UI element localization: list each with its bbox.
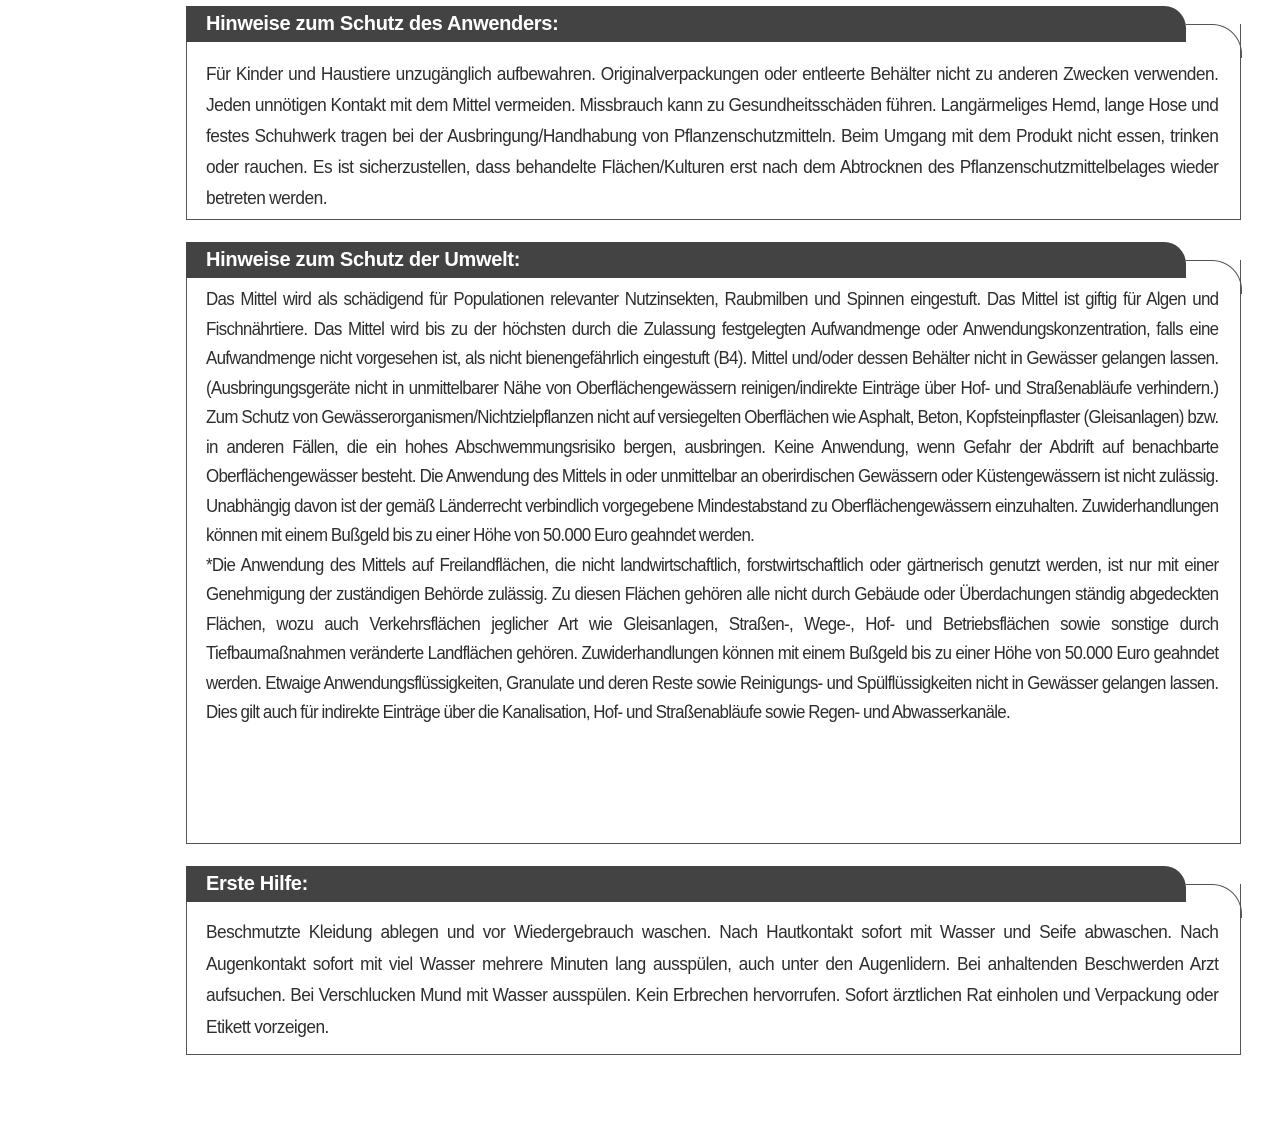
section-user-protection [186,6,1241,220]
paragraph: Das Mittel wird als schädigend für Populationen relevanter Nutzinsekten, Raubmilben und Spinnen eingestuft. Das Mittel ist giftig für Algen und Fischnährtiere. Das Mittel wird bis zu der höchsten durch die Zulassung festgelegten Aufwandmenge oder Anwendungskonzentration, falls eine Aufwandmenge nicht vorgesehen ist, als nicht bienengefährlich eingestuft (B4). Mittel und/oder dessen Behälter nicht in Gewässer gelangen lassen. (Ausbringungsgeräte nicht in unmittelbarer Nähe von Oberflächengewässern reinigen/indirekte Einträge über Hof- und Straßenabläufe verhindern.) Zum Schutz von Gewässerorganismen/Nichtzielpflanzen nicht auf versiegelten Oberflächen wie Asphalt, Beton, Kopfsteinpflaster (Gleisanlagen) bzw. in anderen Fällen, die ein hohes Abschwemmungsrisiko bergen, ausbringen. Keine Anwendung, wenn Gefahr der Abdrift auf benachbarte Oberflächengewässer besteht. Die Anwendung des Mittels in oder unmittelbar an oberirdischen Gewässern oder Küstengewässern ist nicht zulässig. Unabhängig davon ist der gemäß Länderrecht verbindlich vorgegebene Mindestabstand zu Oberflächengewässern einzuhalten. Zuwiderhandlungen können mit einem Bußgeld bis zu einer Höhe von 50.000 Euro geahndet werden. [206,289,1219,545]
paragraph: Für Kinder und Haustiere unzugänglich aufbewahren. Originalverpackungen oder entleerte Behälter nicht zu anderen Zwecken verwenden. Jeden unnötigen Kontakt mit dem Mittel vermeiden. Missbrauch kann zu Gesundheitsschäden führen. Langärmeliges Hemd, lange Hose und festes Schuhwerk tragen bei der Ausbringung/Handhabung von Pflanzenschutzmitteln. Beim Umgang mit dem Produkt nicht essen, trinken oder rauchen. Es ist sicherzustellen, dass behandelte Flächen/Kulturen erst nach dem Abtrocknen des Pflanzenschutzmittelbelages wieder betreten werden. [206,63,1219,208]
section-title: Erste Hilfe: [186,866,1186,902]
paragraph: *Die Anwendung des Mittels auf Freilandflächen, die nicht landwirtschaftlich, forstwirtschaftlich oder gärtnerisch genutzt werden, ist nur mit einer Genehmigung der zuständigen Behörde zulässig. Zu diesen Flächen gehören alle nicht durch Gebäude oder Überdachungen ständig abgedeckten Flächen, wozu auch Verkehrsflächen jeglicher Art wie Gleisanlagen, Straßen-, Wege-, Hof- und Betriebsflächen sowie sonstige durch Tiefbaumaßnahmen veränderte Landflächen gehören. Zuwiderhandlungen können mit einem Bußgeld bis zu einer Höhe von 50.000 Euro geahndet werden. Etwaige Anwendungsflüssigkeiten, Granulate und deren Reste sowie Reinigungs- und Spülflüssigkeiten nicht in Gewässer gelangen lassen. Dies gilt auch für indirekte Einträge über die Kanalisation, Hof- und Straßenabläufe sowie Regen- und Abwasserkanäle. [206,554,1219,722]
section-first-aid [186,866,1241,1055]
section-environment-protection [186,242,1241,844]
paragraph: Beschmutzte Kleidung ablegen und vor Wiedergebrauch waschen. Nach Hautkontakt sofort mit Wasser und Seife abwaschen. Nach Augenkontakt sofort mit viel Wasser mehrere Minuten lang ausspülen, auch unter den Augenlidern. Bei anhaltenden Beschwerden Arzt aufsuchen. Bei Verschlucken Mund mit Wasser ausspülen. Kein Erbrechen hervorrufen. Sofort ärztlichen Rat einholen und Verpackung oder Etikett vorzeigen. [206,921,1219,1037]
section-body [206,285,1218,728]
section-title: Hinweise zum Schutz des Anwenders: [186,6,1186,42]
section-title: Hinweise zum Schutz der Umwelt: [186,242,1186,278]
section-body [206,916,1218,1042]
section-body [206,58,1218,213]
